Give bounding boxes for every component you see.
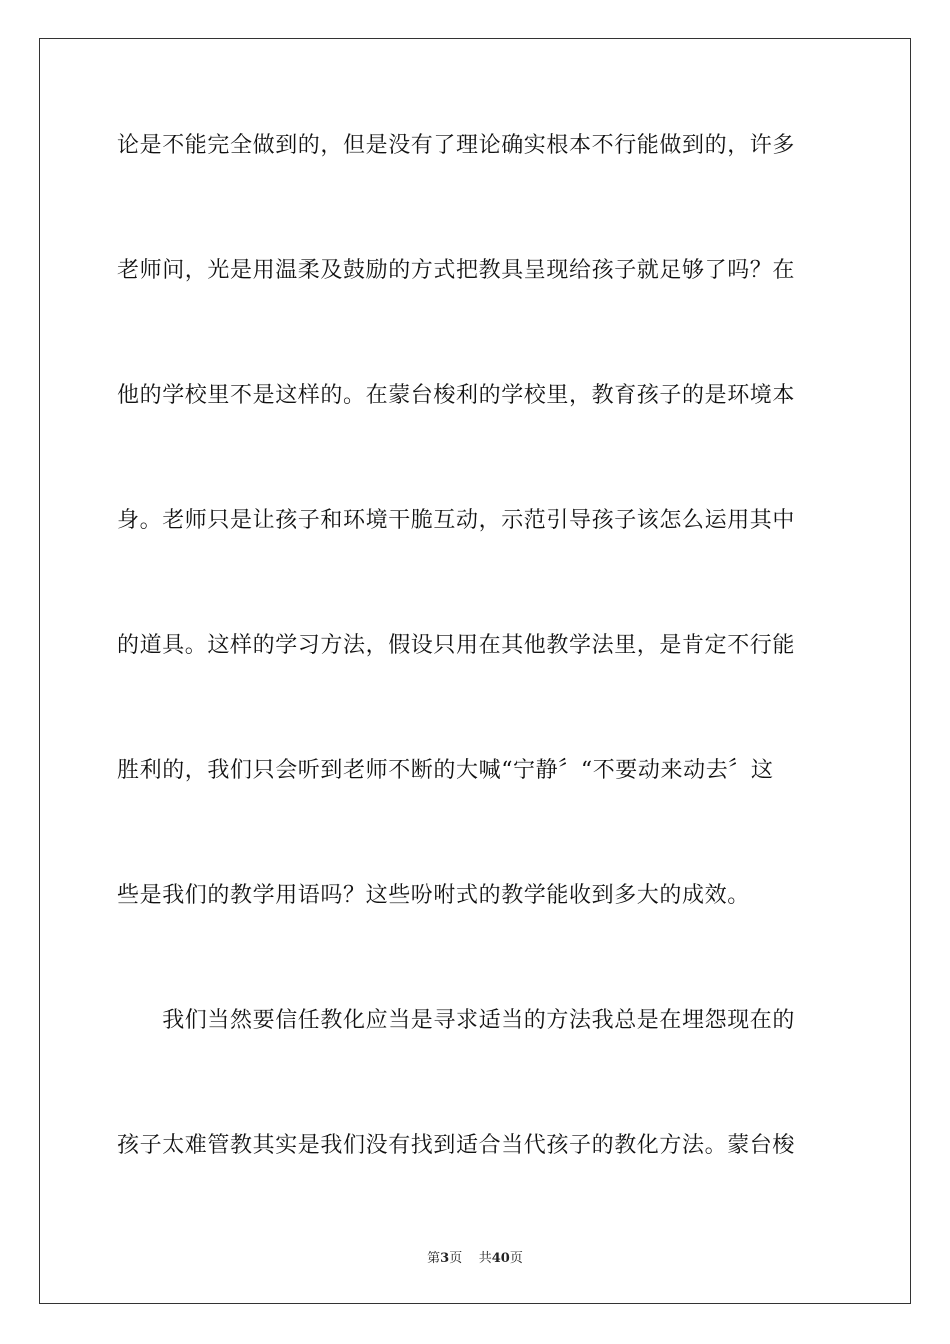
page-number: 3	[440, 1251, 450, 1266]
text-line: 老师问，光是用温柔及鼓励的方式把教具呈现给孩子就足够了吗？在	[117, 258, 796, 283]
text-line: 的道具。这样的学习方法，假设只用在其他教学法里，是肯定不行能	[117, 633, 796, 658]
page-footer	[0, 1247, 950, 1266]
text-line: 些是我们的教学用语吗？这些吩咐式的教学能收到多大的成效。	[117, 883, 750, 908]
text-line: 胜利的，我们只会听到老师不断的大喊“宁静〞“不要动来动去〞这	[117, 758, 774, 783]
page-border	[39, 38, 911, 1304]
page-prefix: 第	[427, 1251, 441, 1266]
text-line: 他的学校里不是这样的。在蒙台梭利的学校里，教育孩子的是环境本	[117, 383, 796, 408]
text-line: 我们当然要信任教化应当是寻求适当的方法我总是在埋怨现在的	[117, 1008, 796, 1033]
text-line: 身。老师只是让孩子和环境干脆互动，示范引导孩子该怎么运用其中	[117, 508, 796, 533]
total-pages: 40	[491, 1251, 510, 1266]
text-line: 论是不能完全做到的，但是没有了理论确实根本不行能做到的，许多	[117, 133, 796, 158]
total-suffix: 页	[509, 1251, 523, 1266]
text-line: 孩子太难管教其实是我们没有找到适合当代孩子的教化方法。蒙台梭	[117, 1133, 796, 1158]
page-suffix: 页	[449, 1251, 463, 1266]
total-prefix: 共	[478, 1251, 492, 1266]
